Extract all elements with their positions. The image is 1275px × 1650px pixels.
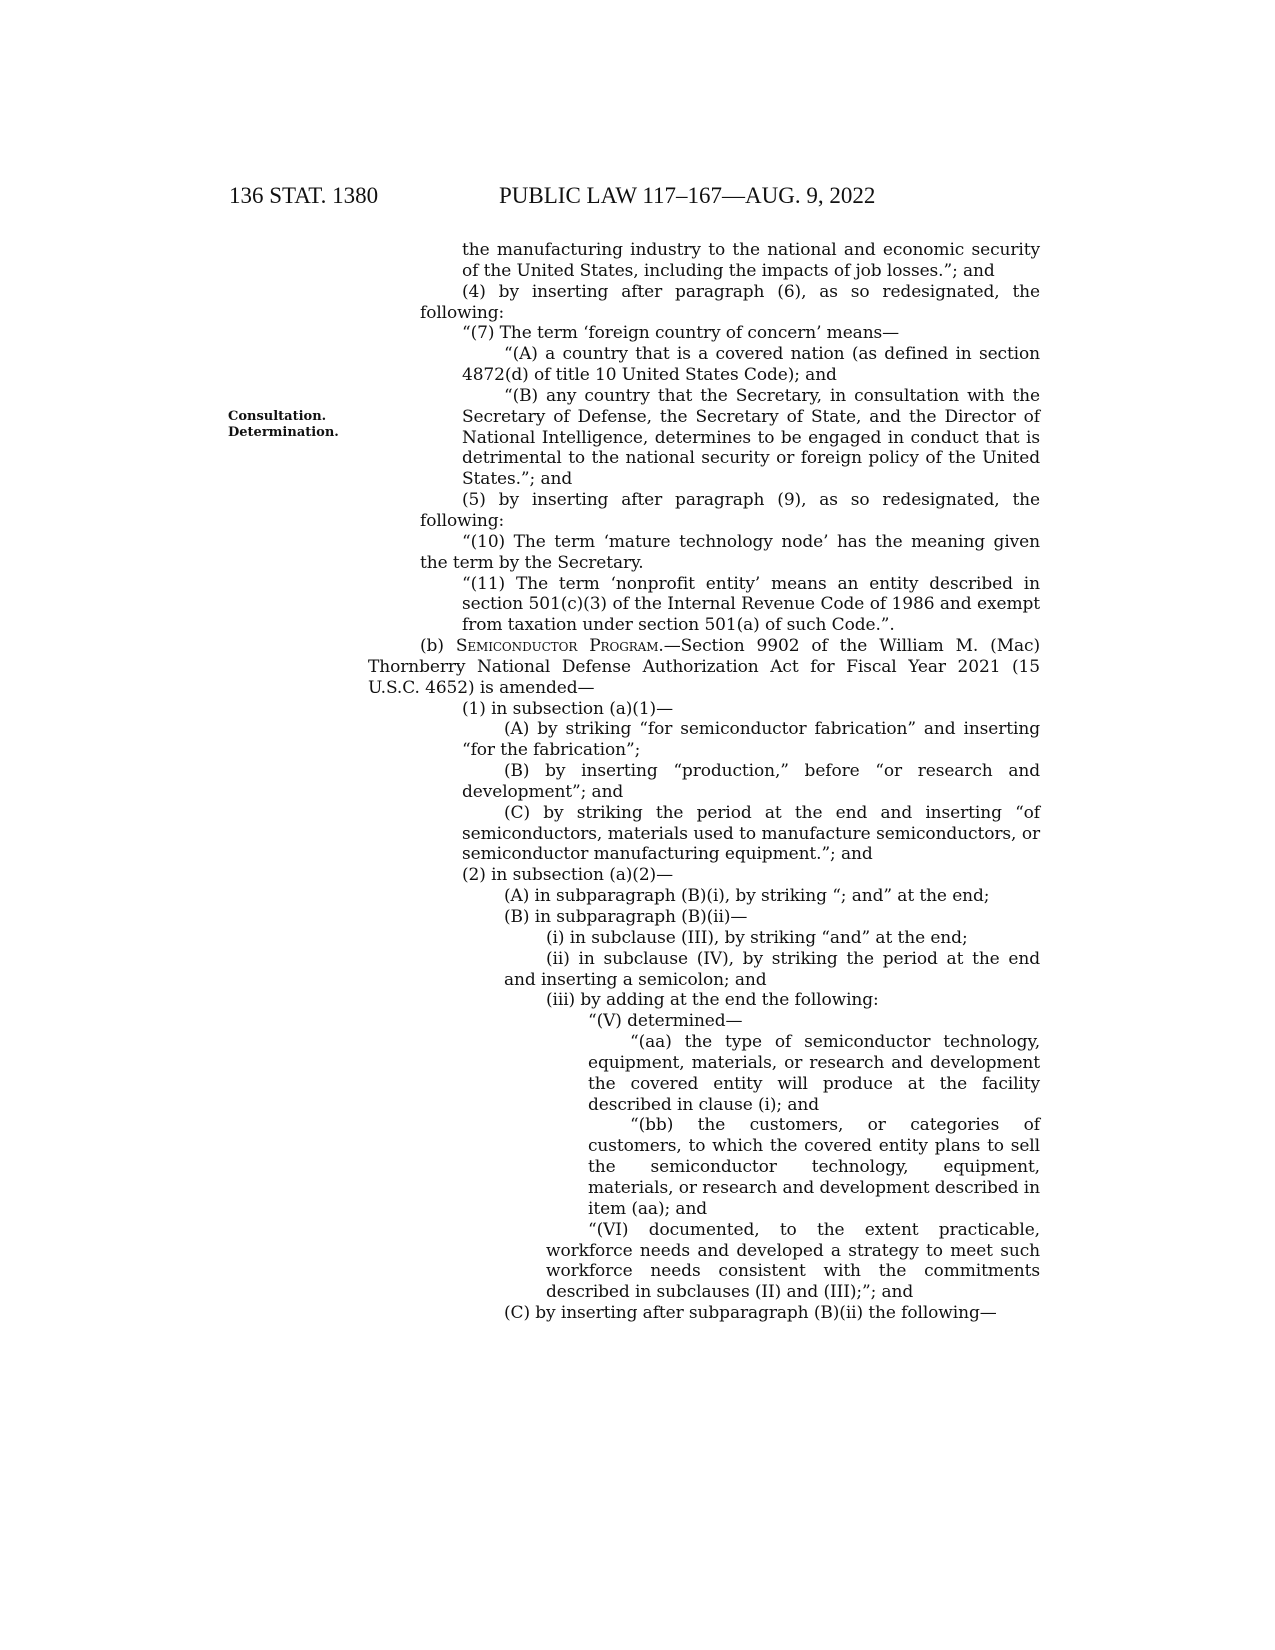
section-b-paragraph xyxy=(368,636,1040,699)
section-b-label: (b) xyxy=(420,636,456,657)
paragraph: “(bb) the customers, or categories of customers, to which the covered entity plans to sell the semiconductor technology, equipment, materials, or research and development described in item (aa); and xyxy=(588,1115,1040,1219)
paragraph: (5) by inserting after paragraph (9), as so redesignated, the following: xyxy=(420,490,1040,531)
paragraph: (ii) in subclause (IV), by striking the period at the end and inserting a semicolon; and xyxy=(504,948,1040,990)
paragraph: (iii) by adding at the end the following: xyxy=(546,990,879,1011)
paragraph: “(B) any country that the Secretary, in consultation with the Secretary of Defense, the Secretary of State, and the Director of National Intelligence, determines to be engaged in conduct that is detrimental to the national security or foreign policy of the United States.”; and xyxy=(462,385,1040,490)
paragraph: “(10) The term ‘mature technology node’ has the meaning given the term by the Secretary. xyxy=(420,531,1040,573)
paragraph: “(7) The term ‘foreign country of concern’ means— xyxy=(462,323,900,344)
paragraph: “(V) determined— xyxy=(588,1011,743,1032)
section-b-heading: Semiconductor Program. xyxy=(455,636,664,657)
paragraph: “(11) The term ‘nonprofit entity’ means an entity described in section 501(c)(3) of the Internal Revenue Code of 1986 and exempt from taxation under section 501(a) of such Code.”. xyxy=(462,573,1040,636)
margin-note-consultation: Consultation. xyxy=(228,409,327,424)
paragraph: (C) by inserting after subparagraph (B)(ii) the following— xyxy=(504,1303,997,1324)
paragraph: (2) in subsection (a)(2)— xyxy=(462,865,673,886)
paragraph: “(aa) the type of semiconductor technology, equipment, materials, or research and development the covered entity will produce at the facility described in clause (i); and xyxy=(588,1032,1040,1115)
margin-note xyxy=(228,409,339,441)
paragraph: “(A) a country that is a covered nation (as defined in section 4872(d) of title 10 United States Code); and xyxy=(462,344,1040,386)
paragraph: (A) in subparagraph (B)(i), by striking “; and” at the end; xyxy=(504,886,990,907)
paragraph: (i) in subclause (III), by striking “and” at the end; xyxy=(546,927,968,948)
paragraph: (B) by inserting “production,” before “or research and development”; and xyxy=(462,761,1040,802)
paragraph: (B) in subparagraph (B)(ii)— xyxy=(504,907,748,927)
margin-note-determination: Determination. xyxy=(228,425,339,440)
paragraph: “(VI) documented, to the extent practicable, workforce needs and developed a strategy to meet such workforce needs consistent with the commitments described in subclauses (II) and (III);”; and xyxy=(546,1219,1040,1303)
statute-page-number: 136 STAT. 1380 xyxy=(229,183,379,208)
public-law-title: PUBLIC LAW 117–167—AUG. 9, 2022 xyxy=(499,183,876,208)
paragraph: (4) by inserting after paragraph (6), as so redesignated, the following: xyxy=(420,281,1040,323)
paragraph: (C) by striking the period at the end and inserting “of semiconductors, materials used to manufacture semiconductors, or semiconductor manufacturing equipment.”; and xyxy=(462,802,1040,865)
paragraph: (A) by striking “for semiconductor fabrication” and inserting “for the fabrication”; xyxy=(462,719,1040,761)
document-body xyxy=(368,240,1040,1324)
paragraph: the manufacturing industry to the national and economic security of the United States, including the impacts of job losses.”; and xyxy=(462,240,1040,281)
page-header xyxy=(0,183,1275,213)
paragraph: (1) in subsection (a)(1)— xyxy=(462,698,673,719)
section-b-text: —Section 9902 of the William M. (Mac) Thornberry National Defense Authorization Act for Fiscal Year 2021 (15 U.S.C. 4652) is amended— xyxy=(368,636,1040,698)
